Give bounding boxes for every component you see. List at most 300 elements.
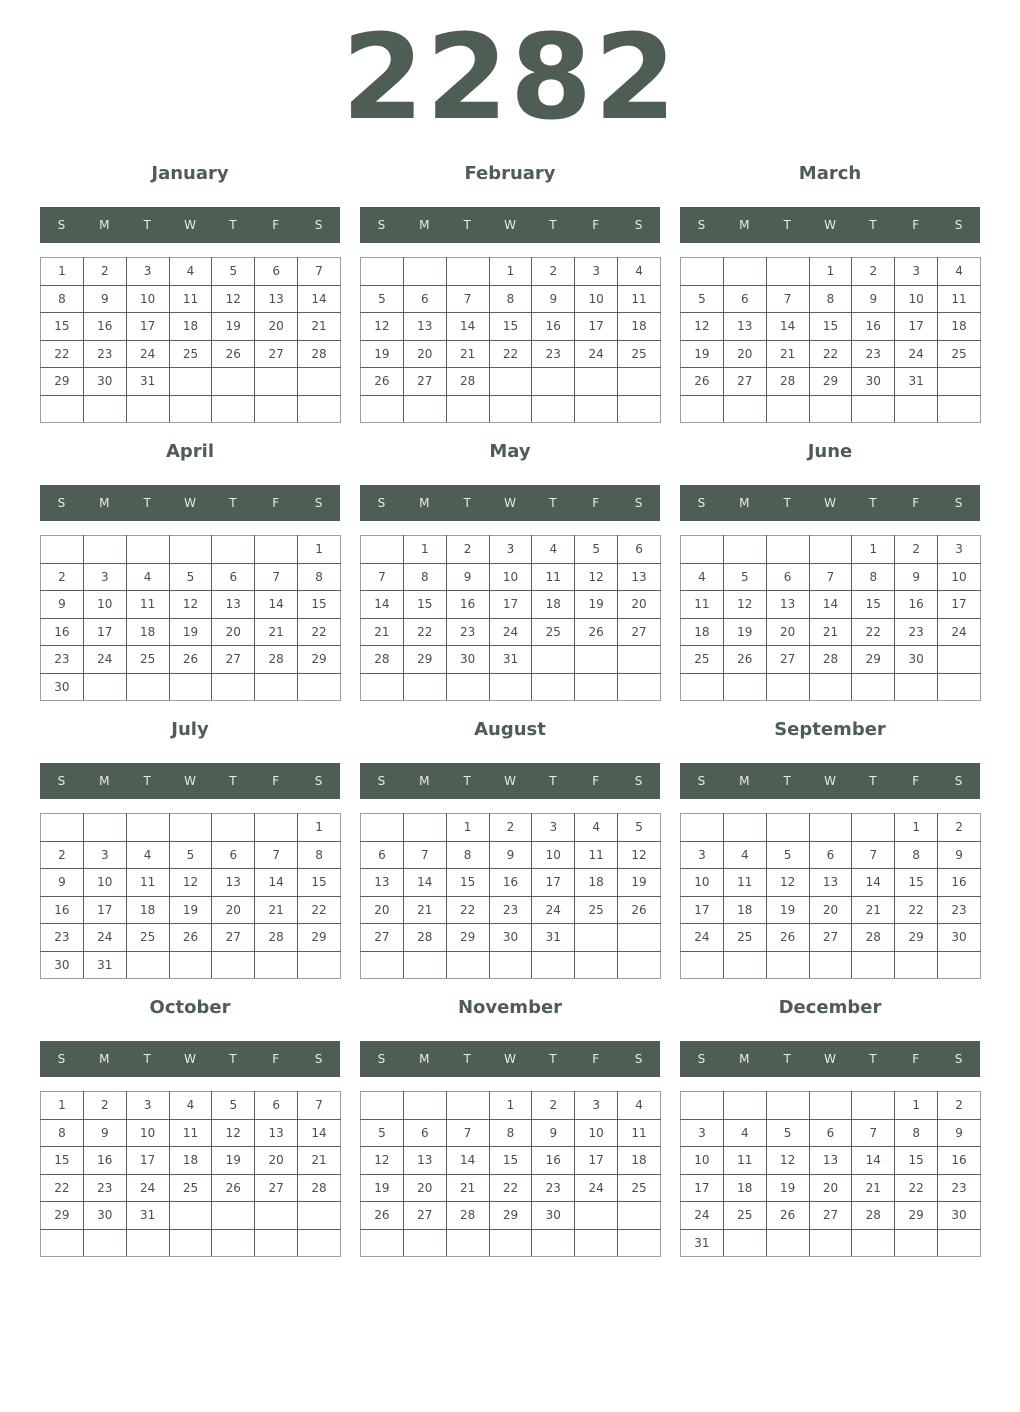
day-cell: 11 xyxy=(575,841,618,869)
weekday-header: T xyxy=(463,496,471,510)
day-cell xyxy=(446,951,489,979)
weekday-header: W xyxy=(504,496,516,510)
day-cell: 18 xyxy=(938,313,981,341)
day-cell xyxy=(361,1229,404,1257)
day-cell: 2 xyxy=(852,258,895,286)
weekday-header: M xyxy=(739,218,750,232)
weekday-header: W xyxy=(504,1052,516,1066)
day-cell xyxy=(83,395,126,423)
day-cell: 23 xyxy=(532,340,575,368)
day-cell xyxy=(938,368,981,396)
day-cell: 9 xyxy=(41,869,84,897)
day-cell xyxy=(126,673,169,701)
day-cell: 28 xyxy=(852,1202,895,1230)
week-row xyxy=(41,1229,341,1257)
day-cell: 18 xyxy=(681,618,724,646)
day-cell: 12 xyxy=(361,1147,404,1175)
week-row xyxy=(681,1147,981,1175)
day-cell xyxy=(361,536,404,564)
weekday-header: S xyxy=(57,774,66,788)
day-cell: 21 xyxy=(852,896,895,924)
weekday-header-row xyxy=(680,763,980,799)
day-cell: 13 xyxy=(618,563,661,591)
day-cell xyxy=(361,395,404,423)
weekday-header: W xyxy=(184,218,196,232)
weekday-header: F xyxy=(272,496,280,510)
day-cell: 10 xyxy=(895,285,938,313)
day-cell: 21 xyxy=(403,896,446,924)
day-cell: 7 xyxy=(809,563,852,591)
day-cell xyxy=(361,814,404,842)
day-cell xyxy=(723,1229,766,1257)
day-cell xyxy=(403,1092,446,1120)
weekday-header: S xyxy=(954,1052,963,1066)
day-cell: 16 xyxy=(446,591,489,619)
day-cell: 20 xyxy=(255,1147,298,1175)
day-cell: 25 xyxy=(618,1174,661,1202)
week-row xyxy=(41,896,341,924)
day-cell: 5 xyxy=(618,814,661,842)
day-cell xyxy=(255,536,298,564)
day-cell xyxy=(618,951,661,979)
day-cell xyxy=(403,814,446,842)
day-cell: 21 xyxy=(809,618,852,646)
day-cell: 25 xyxy=(723,1202,766,1230)
day-cell xyxy=(126,814,169,842)
weekday-header: W xyxy=(504,218,516,232)
day-cell: 30 xyxy=(41,673,84,701)
day-cell: 28 xyxy=(361,646,404,674)
day-cell: 23 xyxy=(41,924,84,952)
week-row xyxy=(41,841,341,869)
day-cell: 29 xyxy=(403,646,446,674)
weekday-header-row xyxy=(680,207,980,243)
day-cell: 30 xyxy=(938,1202,981,1230)
day-cell xyxy=(126,395,169,423)
day-cell: 20 xyxy=(723,340,766,368)
day-cell xyxy=(809,1092,852,1120)
weekday-header: M xyxy=(739,496,750,510)
day-cell: 11 xyxy=(532,563,575,591)
day-cell: 26 xyxy=(361,368,404,396)
day-cell: 17 xyxy=(575,313,618,341)
weekday-header: S xyxy=(697,496,706,510)
day-cell xyxy=(766,673,809,701)
day-cell xyxy=(126,536,169,564)
day-cell: 7 xyxy=(403,841,446,869)
day-cell: 8 xyxy=(298,841,341,869)
day-cell: 30 xyxy=(852,368,895,396)
day-cell: 6 xyxy=(809,1119,852,1147)
day-cell: 20 xyxy=(212,618,255,646)
day-cell: 24 xyxy=(126,340,169,368)
day-cell: 5 xyxy=(361,285,404,313)
weekday-header: W xyxy=(824,496,836,510)
day-cell: 24 xyxy=(681,1202,724,1230)
week-row xyxy=(361,869,661,897)
day-cell: 15 xyxy=(41,1147,84,1175)
day-cell: 29 xyxy=(41,368,84,396)
day-cell: 17 xyxy=(575,1147,618,1175)
day-cell xyxy=(41,1229,84,1257)
day-cell xyxy=(681,258,724,286)
day-cell: 13 xyxy=(212,869,255,897)
day-cell: 11 xyxy=(723,1147,766,1175)
week-row xyxy=(361,1119,661,1147)
day-cell xyxy=(723,673,766,701)
week-row xyxy=(681,1202,981,1230)
week-row xyxy=(361,1202,661,1230)
day-cell xyxy=(212,1202,255,1230)
weekday-header: S xyxy=(377,774,386,788)
day-cell: 27 xyxy=(403,368,446,396)
day-cell xyxy=(446,673,489,701)
day-cell: 26 xyxy=(212,340,255,368)
day-cell: 30 xyxy=(489,924,532,952)
day-cell: 10 xyxy=(938,563,981,591)
day-cell: 28 xyxy=(766,368,809,396)
day-cell: 2 xyxy=(83,258,126,286)
week-row xyxy=(681,869,981,897)
day-cell: 13 xyxy=(809,869,852,897)
day-cell xyxy=(618,1229,661,1257)
week-row xyxy=(681,673,981,701)
day-cell xyxy=(361,1092,404,1120)
day-cell: 11 xyxy=(618,285,661,313)
day-cell: 13 xyxy=(212,591,255,619)
day-cell xyxy=(83,536,126,564)
day-cell: 26 xyxy=(575,618,618,646)
day-grid xyxy=(680,813,981,979)
weekday-header: S xyxy=(314,218,323,232)
day-cell: 31 xyxy=(126,368,169,396)
day-cell: 27 xyxy=(809,924,852,952)
week-row xyxy=(361,841,661,869)
day-cell xyxy=(895,673,938,701)
day-cell: 16 xyxy=(938,1147,981,1175)
week-row xyxy=(681,340,981,368)
day-cell: 5 xyxy=(169,563,212,591)
day-cell: 13 xyxy=(723,313,766,341)
weekday-header: S xyxy=(377,496,386,510)
day-cell xyxy=(446,258,489,286)
day-cell xyxy=(255,395,298,423)
day-cell xyxy=(489,368,532,396)
weekday-header: T xyxy=(783,218,791,232)
day-cell: 28 xyxy=(809,646,852,674)
day-cell xyxy=(938,646,981,674)
day-cell: 1 xyxy=(489,258,532,286)
day-cell: 11 xyxy=(723,869,766,897)
week-row xyxy=(41,673,341,701)
day-cell xyxy=(681,1092,724,1120)
day-cell: 8 xyxy=(895,841,938,869)
day-cell: 18 xyxy=(126,618,169,646)
week-row xyxy=(681,951,981,979)
day-cell: 4 xyxy=(575,814,618,842)
day-cell: 4 xyxy=(126,563,169,591)
day-cell: 31 xyxy=(83,951,126,979)
day-grid xyxy=(360,535,661,701)
week-row xyxy=(681,1119,981,1147)
day-cell xyxy=(446,1229,489,1257)
day-cell: 22 xyxy=(895,896,938,924)
week-row xyxy=(361,618,661,646)
day-cell: 22 xyxy=(895,1174,938,1202)
day-cell: 6 xyxy=(212,841,255,869)
day-cell: 13 xyxy=(255,1119,298,1147)
day-cell: 25 xyxy=(618,340,661,368)
day-cell: 3 xyxy=(126,1092,169,1120)
day-cell: 24 xyxy=(83,646,126,674)
day-cell: 20 xyxy=(766,618,809,646)
day-cell: 25 xyxy=(681,646,724,674)
weekday-header: T xyxy=(869,1052,877,1066)
day-cell: 22 xyxy=(489,1174,532,1202)
day-cell: 8 xyxy=(852,563,895,591)
day-cell: 5 xyxy=(575,536,618,564)
weekday-header: M xyxy=(419,774,430,788)
day-cell xyxy=(169,368,212,396)
day-cell: 6 xyxy=(723,285,766,313)
year-title: 2282 xyxy=(341,8,679,146)
day-cell: 21 xyxy=(255,618,298,646)
day-cell xyxy=(255,368,298,396)
month-title: November xyxy=(457,997,563,1018)
day-cell: 27 xyxy=(255,340,298,368)
week-row xyxy=(41,951,341,979)
week-row xyxy=(681,536,981,564)
week-row xyxy=(41,1092,341,1120)
day-cell: 28 xyxy=(403,924,446,952)
day-cell xyxy=(766,258,809,286)
day-cell: 27 xyxy=(766,646,809,674)
day-cell xyxy=(126,951,169,979)
month-title: January xyxy=(151,163,229,184)
day-cell: 2 xyxy=(41,841,84,869)
day-cell: 26 xyxy=(766,924,809,952)
day-cell: 4 xyxy=(532,536,575,564)
day-cell: 1 xyxy=(41,1092,84,1120)
weekday-header: S xyxy=(314,1052,323,1066)
day-cell xyxy=(766,536,809,564)
month-title: May xyxy=(489,441,531,462)
month-title: June xyxy=(807,441,853,462)
day-cell xyxy=(723,814,766,842)
day-cell: 2 xyxy=(938,1092,981,1120)
day-cell: 5 xyxy=(723,563,766,591)
day-cell: 26 xyxy=(681,368,724,396)
day-cell: 15 xyxy=(403,591,446,619)
day-cell: 29 xyxy=(895,1202,938,1230)
day-cell: 13 xyxy=(403,1147,446,1175)
day-cell: 24 xyxy=(938,618,981,646)
weekday-header: T xyxy=(549,1052,557,1066)
weekday-header: T xyxy=(463,1052,471,1066)
day-cell: 10 xyxy=(681,1147,724,1175)
day-cell xyxy=(255,814,298,842)
day-cell xyxy=(489,673,532,701)
day-cell xyxy=(575,951,618,979)
day-cell: 8 xyxy=(446,841,489,869)
day-cell: 15 xyxy=(446,869,489,897)
weekday-header: W xyxy=(184,774,196,788)
day-cell: 9 xyxy=(532,285,575,313)
day-cell: 29 xyxy=(298,646,341,674)
day-cell xyxy=(532,951,575,979)
week-row xyxy=(361,1174,661,1202)
day-cell: 16 xyxy=(41,618,84,646)
day-cell: 6 xyxy=(255,258,298,286)
day-cell xyxy=(255,1202,298,1230)
day-cell xyxy=(766,395,809,423)
week-row xyxy=(361,258,661,286)
day-cell: 18 xyxy=(575,869,618,897)
week-row xyxy=(41,814,341,842)
weekday-header: M xyxy=(99,1052,110,1066)
week-row xyxy=(41,1147,341,1175)
day-cell xyxy=(575,673,618,701)
day-cell: 14 xyxy=(766,313,809,341)
day-cell: 27 xyxy=(255,1174,298,1202)
week-row xyxy=(361,563,661,591)
day-cell: 16 xyxy=(83,1147,126,1175)
day-cell xyxy=(575,1229,618,1257)
day-cell: 2 xyxy=(895,536,938,564)
day-cell: 6 xyxy=(212,563,255,591)
day-cell xyxy=(403,1229,446,1257)
week-row xyxy=(681,618,981,646)
day-cell xyxy=(212,395,255,423)
weekday-header: T xyxy=(783,1052,791,1066)
day-cell: 30 xyxy=(446,646,489,674)
day-cell xyxy=(83,814,126,842)
day-cell: 26 xyxy=(766,1202,809,1230)
weekday-header: T xyxy=(229,218,237,232)
day-cell: 15 xyxy=(895,1147,938,1175)
day-cell: 1 xyxy=(489,1092,532,1120)
day-cell xyxy=(255,673,298,701)
day-cell: 30 xyxy=(938,924,981,952)
day-cell xyxy=(681,673,724,701)
day-cell xyxy=(489,951,532,979)
week-row xyxy=(361,313,661,341)
weekday-header: S xyxy=(634,496,643,510)
day-cell: 25 xyxy=(532,618,575,646)
day-cell: 4 xyxy=(169,1092,212,1120)
week-row xyxy=(681,258,981,286)
day-cell: 6 xyxy=(809,841,852,869)
week-row xyxy=(681,368,981,396)
day-cell: 5 xyxy=(681,285,724,313)
day-cell xyxy=(723,951,766,979)
day-cell: 2 xyxy=(532,258,575,286)
day-cell xyxy=(618,368,661,396)
day-cell: 29 xyxy=(446,924,489,952)
day-cell: 12 xyxy=(681,313,724,341)
day-cell: 20 xyxy=(403,1174,446,1202)
day-cell xyxy=(298,1229,341,1257)
day-cell: 7 xyxy=(446,1119,489,1147)
day-cell: 7 xyxy=(446,285,489,313)
day-cell xyxy=(852,1092,895,1120)
weekday-header: F xyxy=(592,774,600,788)
day-cell: 19 xyxy=(766,1174,809,1202)
day-cell: 19 xyxy=(212,313,255,341)
day-cell: 28 xyxy=(446,1202,489,1230)
day-cell xyxy=(212,673,255,701)
day-cell xyxy=(255,1229,298,1257)
month-title: March xyxy=(798,163,862,184)
day-cell: 19 xyxy=(575,591,618,619)
day-cell: 7 xyxy=(852,1119,895,1147)
weekday-header: W xyxy=(824,218,836,232)
day-cell: 3 xyxy=(489,536,532,564)
day-cell: 20 xyxy=(403,340,446,368)
day-cell: 11 xyxy=(126,591,169,619)
day-cell xyxy=(575,924,618,952)
day-cell: 31 xyxy=(532,924,575,952)
day-cell xyxy=(618,673,661,701)
weekday-header: W xyxy=(824,1052,836,1066)
day-cell: 28 xyxy=(446,368,489,396)
day-cell: 24 xyxy=(575,340,618,368)
day-cell: 5 xyxy=(169,841,212,869)
weekday-header: T xyxy=(463,774,471,788)
weekday-header: T xyxy=(143,496,151,510)
day-cell: 17 xyxy=(126,313,169,341)
day-cell: 2 xyxy=(532,1092,575,1120)
day-cell: 28 xyxy=(255,646,298,674)
day-cell xyxy=(212,536,255,564)
weekday-header: T xyxy=(549,774,557,788)
weekday-header-row xyxy=(680,1041,980,1077)
day-cell: 8 xyxy=(809,285,852,313)
day-cell: 15 xyxy=(809,313,852,341)
day-cell: 4 xyxy=(723,841,766,869)
weekday-header: F xyxy=(912,774,920,788)
day-cell: 28 xyxy=(298,1174,341,1202)
day-cell xyxy=(618,1202,661,1230)
day-cell: 22 xyxy=(489,340,532,368)
weekday-header: S xyxy=(634,774,643,788)
day-cell: 21 xyxy=(766,340,809,368)
week-row xyxy=(41,340,341,368)
day-cell: 25 xyxy=(169,340,212,368)
day-cell: 1 xyxy=(809,258,852,286)
day-cell: 4 xyxy=(169,258,212,286)
weekday-header: S xyxy=(57,1052,66,1066)
day-cell: 19 xyxy=(618,869,661,897)
day-cell: 10 xyxy=(126,1119,169,1147)
weekday-header: T xyxy=(783,774,791,788)
day-grid xyxy=(40,257,341,423)
day-cell xyxy=(723,536,766,564)
day-cell: 3 xyxy=(938,536,981,564)
day-cell: 14 xyxy=(852,869,895,897)
day-cell: 27 xyxy=(723,368,766,396)
day-cell: 8 xyxy=(41,285,84,313)
day-cell: 25 xyxy=(169,1174,212,1202)
day-cell: 24 xyxy=(126,1174,169,1202)
day-cell: 23 xyxy=(532,1174,575,1202)
day-cell: 10 xyxy=(83,591,126,619)
day-cell: 22 xyxy=(852,618,895,646)
day-cell: 15 xyxy=(895,869,938,897)
day-cell xyxy=(723,258,766,286)
day-cell: 9 xyxy=(489,841,532,869)
day-cell: 4 xyxy=(618,1092,661,1120)
